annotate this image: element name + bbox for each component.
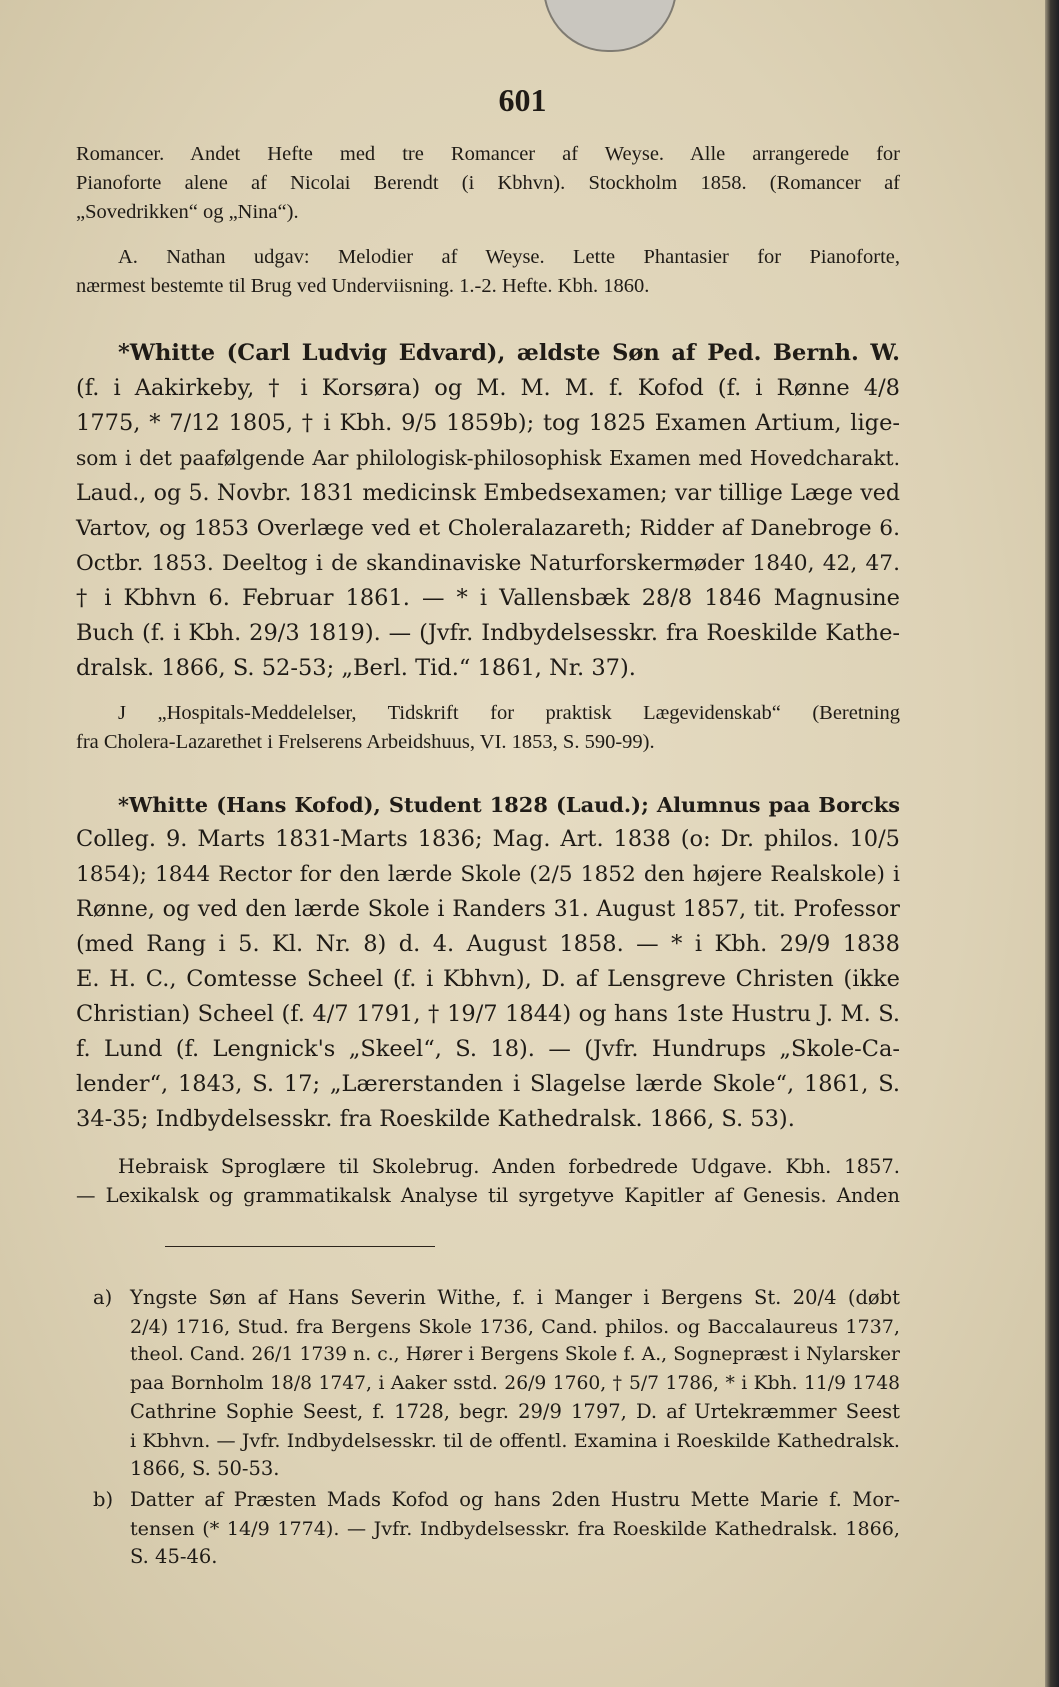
text-line: 1854); 1844 Rector for den lærde Skole (2/5 1852 den højere Realskole) i [76, 862, 900, 887]
text-line: nærmest bestemte til Brug ved Underviisning. 1.-2. Hefte. Kbh. 1860. [76, 275, 650, 297]
text-line: E. H. C., Comtesse Scheel (f. i Kbhvn), D. af Lensgreve Christen (ikke [76, 966, 900, 992]
text-line: Buch (f. i Kbh. 29/3 1819). — (Jvfr. Indbydelsesskr. fra Roeskilde Kathe- [76, 620, 900, 646]
text-line: Christian) Scheel (f. 4/7 1791, † 19/7 1844) og hans 1ste Hustru J. M. S. [76, 1001, 900, 1027]
text-line: † i Kbhvn 6. Februar 1861. — * i Vallensbæk 28/8 1846 Magnusine [76, 585, 900, 611]
text-line: 1775, * 7/12 1805, † i Kbh. 9/5 1859b); tog 1825 Examen Artium, lige- [76, 410, 900, 436]
text-line: Laud., og 5. Novbr. 1831 medicinsk Embedsexamen; var tillige Læge ved [76, 480, 900, 506]
text-line: dralsk. 1866, S. 52-53; „Berl. Tid.“ 1861, Nr. 37). [76, 655, 636, 681]
text-line: Pianoforte alene af Nicolai Berendt (i Kbhvn). Stockholm 1858. (Romancer af [76, 172, 900, 194]
text-line: (med Rang i 5. Kl. Nr. 8) d. 4. August 1858. — * i Kbh. 29/9 1838 [76, 931, 900, 957]
text-line: som i det paafølgende Aar philologisk-philosophisk Examen med Hovedcharakt. [76, 446, 900, 470]
footnote-line: Cathrine Sophie Seest, f. 1728, begr. 29/9 1797, D. af Urtekræmmer Seest [130, 1400, 900, 1423]
entry-nathan [76, 243, 900, 301]
entry-hans-bibliography [76, 1153, 900, 1210]
entry-heading-line: *Whitte (Carl Ludvig Edvard), ældste Søn af Ped. Bernh. W. [118, 340, 900, 366]
text-line: — Lexikalsk og grammatikalsk Analyse til syrgetyve Kapitler af Genesis. Anden [76, 1183, 900, 1207]
entry-carl-ludvig-edvard [76, 336, 900, 686]
text-line: f. Lund (f. Lengnick's „Skeel“, S. 18). — (Jvfr. Hundrups „Skole-Ca- [76, 1036, 900, 1062]
text-line: fra Cholera-Lazarethet i Frelserens Arbeidshuus, VI. 1853, S. 590-99). [76, 731, 655, 753]
text-line: Octbr. 1853. Deeltog i de skandinaviske Naturforskermøder 1840, 42, 47. [76, 551, 900, 576]
footnote-b-label: b) [93, 1488, 114, 1511]
entry-carl-bibliography [76, 699, 900, 757]
footnote-line: Datter af Præsten Mads Kofod og hans 2den Hustru Mette Marie f. Mor- [130, 1488, 900, 1511]
binding-tab [543, 0, 677, 52]
text-line: Romancer. Andet Hefte med tre Romancer af Weyse. Alle arrangerede for [76, 143, 900, 165]
footnote-a [130, 1284, 900, 1484]
footnote-line: Yngste Søn af Hans Severin Withe, f. i Manger i Bergens St. 20/4 (døbt [130, 1286, 900, 1309]
page-number: 601 [498, 82, 547, 118]
text-line: A. Nathan udgav: Melodier af Weyse. Lette Phantasier for Pianoforte, [118, 246, 900, 268]
footnote-line: theol. Cand. 26/1 1739 n. c., Hører i Bergens Skole f. A., Sognepræst i Nylarsker [130, 1344, 900, 1365]
text-line: „Sovedrikken“ og „Nina“). [76, 201, 299, 223]
text-line: (f. i Aakirkeby, † i Korsøra) og M. M. M. f. Kofod (f. i Rønne 4/8 [76, 375, 900, 401]
footnote-a-label: a) [93, 1286, 113, 1309]
footnote-line: paa Bornholm 18/8 1747, i Aaker sstd. 26/9 1760, † 5/7 1786, * i Kbh. 11/9 1748 [130, 1372, 900, 1394]
text-line: 34-35; Indbydelsesskr. fra Roeskilde Kathedralsk. 1866, S. 53). [76, 1106, 795, 1132]
text-line: Hebraisk Sproglære til Skolebrug. Anden forbedrede Udgave. Kbh. 1857. [118, 1155, 900, 1178]
footnote-line: i Kbhvn. — Jvfr. Indbydelsesskr. til de offentl. Examina i Roeskilde Kathedralsk. [130, 1428, 900, 1452]
footnote-line: 1866, S. 50-53. [130, 1457, 280, 1480]
footnote-b [130, 1486, 900, 1572]
text-line: Colleg. 9. Marts 1831-Marts 1836; Mag. Art. 1838 (o: Dr. philos. 10/5 [76, 826, 900, 852]
footnote-line: tensen (* 14/9 1774). — Jvfr. Indbydelsesskr. fra Roeskilde Kathedralsk. 1866, [130, 1516, 900, 1540]
text-line: J „Hospitals-Meddelelser, Tidskrift for praktisk Lægevidenskab“ (Beretning [118, 702, 900, 724]
text-line: Vartov, og 1853 Overlæge ved et Choleralazareth; Ridder af Danebroge 6. [76, 516, 900, 541]
footnote-line: S. 45-46. [130, 1545, 218, 1568]
footnote-divider [165, 1246, 435, 1247]
footnote-line: 2/4) 1716, Stud. fra Bergens Skole 1736, Cand. philos. og Baccalaureus 1737, [130, 1314, 900, 1338]
text-line: lender“, 1843, S. 17; „Lærerstanden i Slagelse lærde Skole“, 1861, S. [76, 1071, 900, 1097]
text-line: Rønne, og ved den lærde Skole i Randers 31. August 1857, tit. Professor [76, 896, 900, 922]
entry-heading-line: *Whitte (Hans Kofod), Student 1828 (Laud.); Alumnus paa Borcks [118, 792, 900, 817]
entry-hans-kofod [76, 787, 900, 1137]
page-edge [1045, 0, 1059, 1687]
entry-romances [76, 140, 900, 227]
